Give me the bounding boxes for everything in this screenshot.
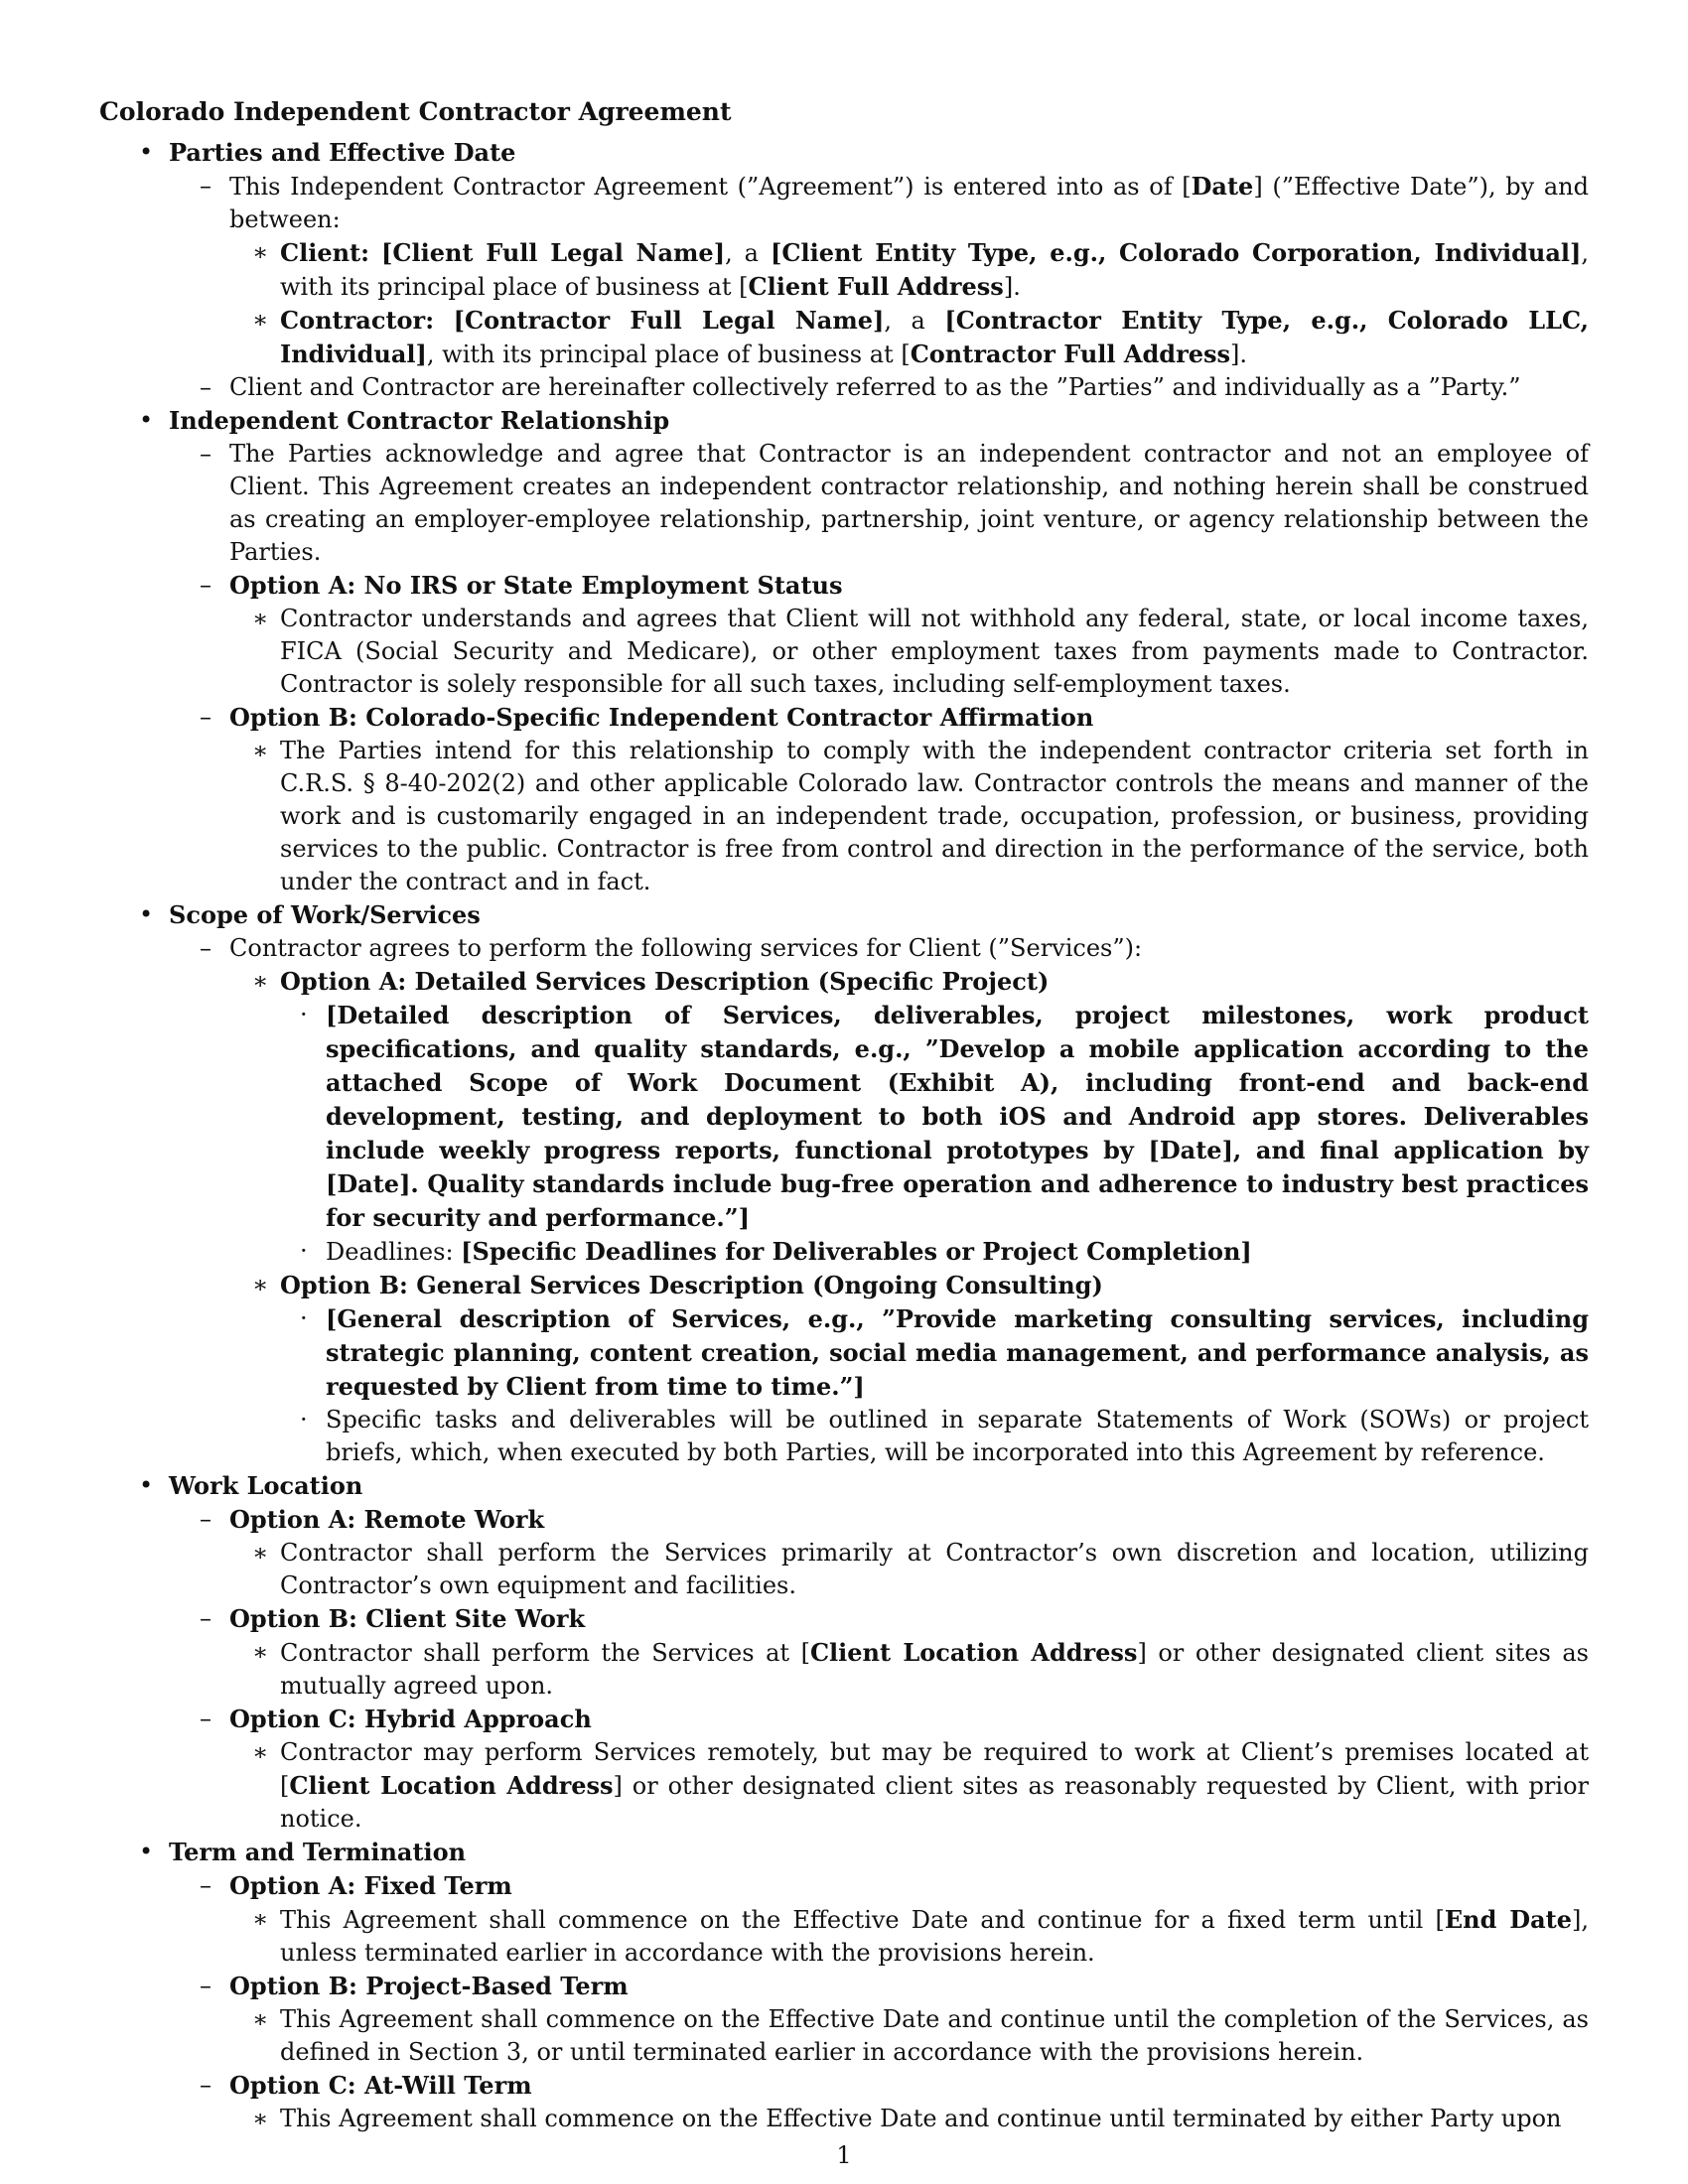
bullet-dash: –	[200, 1505, 211, 1533]
list-item: – Contractor agrees to perform the following services for Client (”Services”): ∗ Option A: Detailed Services Description (Specific Project) · [Detailed description of Services, deliverables, project milestones, work product specifications, and quality standards, e.g., ”Develop a mobile application according to the attached Scope of Work Document (Exhibit A), including front-end and back-end development, testing, and deployment to both iOS and Android app stores. Deliverables include weekly progress reports, functional prototypes by [Date], and final application by [Date]. Quality standards include bug-free operation and adherence to industry best practices for security and performance.”] · Deadlines: [Specific Deadlines for Deliverables or Project Completion] ∗ Option B: General Services Description (Ongoing Consulting) · [General description of Services, e.g., ”Provide marketing consulting services, including strategic planning, content creation, social media management, and performance analysis, as requested by Client from time to time.”] · Specific tasks and deliverables will be outlined in separate Statements of Work (SOWs) or project briefs, which, when executed by both Parties, will be incorporated into this Agreement by reference.	[169, 932, 1589, 1469]
contractor-party: ∗ Contractor: [Contractor Full Legal Name], a [Contractor Entity Type, e.g., Colorado LLC, Individual], with its principal place of business at [Contractor Full Address].	[252, 306, 1589, 368]
option-a: – Option A: Fixed Term ∗ This Agreement shall commence on the Effective Date and continue for a fixed term until [End Date], unless terminated earlier in accordance with the provisions herein.	[169, 1869, 1589, 1970]
section-relationship	[99, 404, 1589, 898]
section-heading: Independent Contractor Relationship	[169, 406, 670, 435]
list-item: ∗ This Agreement shall commence on the Effective Date and continue for a fixed term until [End Date], unless terminated earlier in accordance with the provisions herein.	[252, 1905, 1589, 1967]
bullet-asterisk: ∗	[252, 1271, 269, 1298]
section-heading: Work Location	[169, 1471, 363, 1500]
list-item: ∗ Contractor shall perform the Services at [Client Location Address] or other designated client sites as mutually agreed upon.	[252, 1638, 1589, 1700]
list-item: · Deadlines: [Specific Deadlines for Deliverables or Project Completion]	[300, 1237, 1252, 1266]
bullet-dot: •	[139, 138, 154, 166]
section-parties	[99, 136, 1589, 404]
bullet-asterisk: ∗	[252, 1539, 269, 1567]
section-location	[99, 1469, 1589, 1836]
bullet-dot-small: ·	[300, 1001, 308, 1028]
bullet-asterisk: ∗	[252, 2005, 269, 2033]
list-item: – This Independent Contractor Agreement (”Agreement”) is entered into as of [Date] (”Effective Date”), by and between: ∗ Client: [Client Full Legal Name], a [Client Entity Type, e.g., Colorado Corporation, Individual], with its principal place of business at [Client Full Address]. ∗ Contractor: [Contractor Full Legal Name], a [Contractor Entity Type, e.g., Colorado LLC, Individual], with its principal place of business at [Contractor Full Address].	[169, 170, 1589, 371]
client-party: ∗ Client: [Client Full Legal Name], a [Client Entity Type, e.g., Colorado Corporation, Individual], with its principal place of business at [Client Full Address].	[252, 238, 1589, 301]
option-c: – Option C: At-Will Term ∗ This Agreement shall commence on the Effective Date and continue until terminated by either Party upon	[169, 2069, 1589, 2135]
option-b: – Option B: Client Site Work ∗ Contractor shall perform the Services at [Client Location Address] or other designated client sites as mutually agreed upon.	[169, 1602, 1589, 1703]
bullet-dash: –	[200, 1705, 211, 1732]
option-b: – Option B: Colorado-Specific Independent Contractor Affirmation ∗ The Parties intend for this relationship to comply with the independent contractor criteria set forth in C.R.S. § 8-40-202(2) and other applicable Colorado law. Contractor controls the means and manner of the work and is customarily engaged in an independent trade, occupation, profession, or business, providing services to the public. Contractor is free from control and direction in the performance of the service, both under the contract and in fact.	[169, 701, 1589, 898]
bullet-asterisk: ∗	[252, 737, 269, 764]
section-heading: Parties and Effective Date	[169, 138, 516, 167]
bullet-dash: –	[200, 2071, 211, 2099]
bullet-dash: –	[200, 373, 211, 401]
list-item: ∗ The Parties intend for this relationship to comply with the independent contractor criteria set forth in C.R.S. § 8-40-202(2) and other applicable Colorado law. Contractor controls the means and manner of the work and is customarily engaged in an independent trade, occupation, profession, or business, providing services to the public. Contractor is free from control and direction in the performance of the service, both under the contract and in fact.	[252, 737, 1589, 895]
section-heading: Term and Termination	[169, 1838, 467, 1866]
bullet-dot-small: ·	[300, 1406, 308, 1433]
bullet-dash: –	[200, 571, 211, 599]
bullet-asterisk: ∗	[252, 2105, 269, 2132]
option-c: – Option C: Hybrid Approach ∗ Contractor may perform Services remotely, but may be required to work at Client’s premises located at [Client Location Address] or other designated client sites as reasonably requested by Client, with prior notice.	[169, 1703, 1589, 1836]
document-page	[99, 95, 1589, 2135]
bullet-asterisk: ∗	[252, 1738, 269, 1766]
section-list	[99, 136, 1589, 2135]
option-b: ∗ Option B: General Services Description (Ongoing Consulting) · [General description of Services, e.g., ”Provide marketing consulting services, including strategic planning, content creation, social media management, and performance analysis, as requested by Client from time to time.”] · Specific tasks and deliverables will be outlined in separate Statements of Work (SOWs) or project briefs, which, when executed by both Parties, will be incorporated into this Agreement by reference.	[229, 1269, 1589, 1469]
bullet-dot: •	[139, 1838, 154, 1865]
bullet-dash: –	[200, 1604, 211, 1632]
section-term	[99, 1836, 1589, 2135]
list-item: – The Parties acknowledge and agree that Contractor is an independent contractor and not an employee of Client. This Agreement creates an independent contractor relationship, and nothing herein shall be construed as creating an employer-employee relationship, partnership, joint venture, or agency relationship between the Parties.	[200, 440, 1589, 566]
list-item: · Specific tasks and deliverables will be outlined in separate Statements of Work (SOWs) or project briefs, which, when executed by both Parties, will be incorporated into this Agreement by reference.	[300, 1406, 1589, 1466]
bullet-dot-small: ·	[300, 1304, 308, 1332]
list-item: ∗ Contractor understands and agrees that Client will not withhold any federal, state, or local income taxes, FICA (Social Security and Medicare), or other employment taxes from payments made to Contractor. Contractor is solely responsible for all such taxes, including self-employment taxes.	[252, 605, 1589, 698]
bullet-dash: –	[200, 703, 211, 731]
bullet-asterisk: ∗	[252, 967, 269, 995]
option-b: – Option B: Project-Based Term ∗ This Agreement shall commence on the Effective Date and continue until the completion of the Services, as defined in Section 3, or until terminated earlier in accordance with the provisions herein.	[169, 1970, 1589, 2069]
document-title: Colorado Independent Contractor Agreement	[99, 97, 732, 126]
section-scope	[99, 898, 1589, 1469]
option-a: ∗ Option A: Detailed Services Description (Specific Project) · [Detailed description of Services, deliverables, project milestones, work product specifications, and quality standards, e.g., ”Develop a mobile application according to the attached Scope of Work Document (Exhibit A), including front-end and back-end development, testing, and deployment to both iOS and Android app stores. Deliverables include weekly progress reports, functional prototypes by [Date], and final application by [Date]. Quality standards include bug-free operation and adherence to industry best practices for security and performance.”] · Deadlines: [Specific Deadlines for Deliverables or Project Completion]	[229, 965, 1589, 1269]
option-a: – Option A: No IRS or State Employment Status ∗ Contractor understands and agrees that Client will not withhold any federal, state, or local income taxes, FICA (Social Security and Medicare), or other employment taxes from payments made to Contractor. Contractor is solely responsible for all such taxes, including self-employment taxes.	[169, 569, 1589, 701]
list-item: ∗ Contractor shall perform the Services primarily at Contractor’s own discretion and location, utilizing Contractor’s own equipment and facilities.	[252, 1539, 1589, 1599]
bullet-dot: •	[139, 406, 154, 434]
bullet-dash: –	[200, 1871, 211, 1899]
bullet-asterisk: ∗	[252, 306, 269, 334]
bullet-dash: –	[200, 172, 211, 200]
list-item: ∗ Contractor may perform Services remotely, but may be required to work at Client’s premises located at [Client Location Address] or other designated client sites as reasonably requested by Client, with prior notice.	[252, 1738, 1589, 1833]
bullet-asterisk: ∗	[252, 238, 269, 266]
bullet-asterisk: ∗	[252, 1638, 269, 1666]
list-item: – Client and Contractor are hereinafter collectively referred to as the ”Parties” and individually as a ”Party.”	[169, 371, 1589, 404]
bullet-dot: •	[139, 1471, 154, 1499]
bullet-dot: •	[139, 900, 154, 928]
list-item: ∗ This Agreement shall commence on the Effective Date and continue until terminated by either Party upon	[229, 2103, 1589, 2135]
bullet-asterisk: ∗	[252, 1905, 269, 1933]
bullet-dot-small: ·	[300, 1237, 308, 1265]
page-number: 1	[836, 2141, 852, 2169]
bullet-dash: –	[200, 934, 211, 962]
section-heading: Scope of Work/Services	[169, 900, 481, 929]
option-a: – Option A: Remote Work ∗ Contractor shall perform the Services primarily at Contractor’s own discretion and location, utilizing Contractor’s own equipment and facilities.	[169, 1503, 1589, 1602]
bullet-dash: –	[200, 440, 211, 468]
list-item: ∗ This Agreement shall commence on the Effective Date and continue until the completion of the Services, as defined in Section 3, or until terminated earlier in accordance with the provisions herein.	[252, 2005, 1589, 2066]
bullet-dash: –	[200, 1972, 211, 1999]
bullet-asterisk: ∗	[252, 605, 269, 632]
list-item: · [Detailed description of Services, deliverables, project milestones, work product specifications, and quality standards, e.g., ”Develop a mobile application according to the attached Scope of Work Document (Exhibit A), including front-end and back-end development, testing, and deployment to both iOS and Android app stores. Deliverables include weekly progress reports, functional prototypes by [Date], and final application by [Date]. Quality standards include bug-free operation and adherence to industry best practices for security and performance.”]	[300, 1001, 1589, 1232]
list-item: · [General description of Services, e.g., ”Provide marketing consulting services, including strategic planning, content creation, social media management, and performance analysis, as requested by Client from time to time.”]	[300, 1304, 1589, 1401]
